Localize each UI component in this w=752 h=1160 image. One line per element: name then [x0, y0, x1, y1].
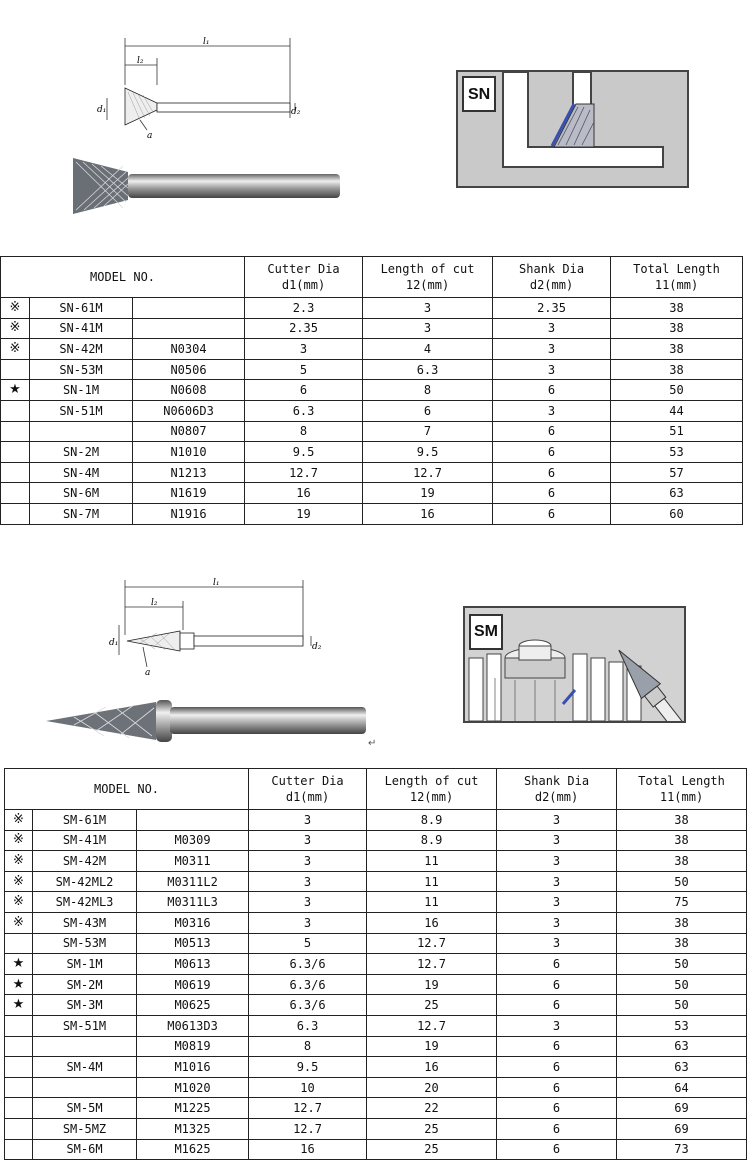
sm-tag-label: SM [474, 623, 498, 640]
total-length-cell: 63 [611, 483, 743, 504]
table-row [5, 1057, 747, 1078]
alt-code-cell: M0311 [137, 851, 249, 872]
model-cell: SM-42M [33, 851, 137, 872]
table-row [5, 995, 747, 1016]
mark-cell [5, 1057, 33, 1078]
shank-dia-cell: 3 [497, 851, 617, 872]
table-row [1, 442, 743, 463]
cutter-dia-cell: 8 [245, 421, 363, 442]
length-of-cut-cell: 19 [367, 974, 497, 995]
model-cell: SM-3M [33, 995, 137, 1016]
shank-dia-cell: 6 [497, 1139, 617, 1160]
alt-code-cell [133, 298, 245, 319]
alt-code-cell: M0311L3 [137, 892, 249, 913]
total-length-cell: 69 [617, 1098, 747, 1119]
length-of-cut-cell: 16 [367, 912, 497, 933]
total-length-cell: 69 [617, 1118, 747, 1139]
mark-cell: ※ [5, 830, 33, 851]
shank-dia-cell: 3 [493, 359, 611, 380]
length-of-cut-cell: 16 [367, 1057, 497, 1078]
length-of-cut-cell: 3 [363, 298, 493, 319]
shank-dia-cell: 6 [497, 1036, 617, 1057]
shank-dia-cell: 3 [493, 318, 611, 339]
table-row [1, 483, 743, 504]
shank-dia-cell: 6 [493, 421, 611, 442]
model-cell: SN-51M [30, 400, 133, 421]
shank-dia-cell: 6 [493, 442, 611, 463]
model-cell: SN-41M [30, 318, 133, 339]
total-length-cell: 38 [617, 810, 747, 831]
sn-l2-label: l₂ [137, 56, 144, 66]
cutter-dia-cell: 3 [249, 912, 367, 933]
total-length-cell: 75 [617, 892, 747, 913]
shank-dia-cell: 3 [497, 830, 617, 851]
alt-code-cell: M0619 [137, 974, 249, 995]
mark-cell [5, 1139, 33, 1160]
cutter-dia-cell: 5 [245, 359, 363, 380]
shank-dia-header: Shank Dia d2(mm) [497, 769, 617, 810]
model-cell: SN-53M [30, 359, 133, 380]
table-row [5, 912, 747, 933]
length-of-cut-cell: 12.7 [367, 954, 497, 975]
shank-dia-cell: 3 [497, 892, 617, 913]
length-of-cut-cell: 11 [367, 851, 497, 872]
total-length-cell: 38 [617, 912, 747, 933]
table-row [5, 1118, 747, 1139]
shank-dia-cell: 6 [493, 462, 611, 483]
total-length-cell: 73 [617, 1139, 747, 1160]
shank-dia-header: Shank Dia d2(mm) [493, 257, 611, 298]
mark-cell: ※ [1, 318, 30, 339]
total-length-cell: 50 [617, 954, 747, 975]
sn-d1-label: d₁ [97, 105, 107, 115]
model-cell: SN-42M [30, 339, 133, 360]
total-length-cell: 38 [611, 359, 743, 380]
cutter-dia-cell: 16 [249, 1139, 367, 1160]
length-of-cut-cell: 4 [363, 339, 493, 360]
mark-cell [5, 1036, 33, 1057]
model-cell: SM-43M [33, 912, 137, 933]
model-no-header: MODEL NO. [5, 769, 249, 810]
shank-dia-cell: 6 [497, 1118, 617, 1139]
mark-cell [5, 1077, 33, 1098]
table-row [5, 830, 747, 851]
cutter-dia-cell: 3 [249, 851, 367, 872]
mark-cell: ★ [1, 380, 30, 401]
length-of-cut-cell: 6 [363, 400, 493, 421]
length-of-cut-cell: 19 [363, 483, 493, 504]
table-row [1, 400, 743, 421]
length-of-cut-cell: 12.7 [363, 462, 493, 483]
table-row [1, 380, 743, 401]
cutter-dia-cell: 12.7 [245, 462, 363, 483]
cutter-dia-cell: 6.3 [245, 400, 363, 421]
model-cell: SM-42ML2 [33, 871, 137, 892]
model-cell: SM-4M [33, 1057, 137, 1078]
cutter-dia-cell: 3 [249, 892, 367, 913]
total-length-cell: 50 [611, 380, 743, 401]
shank-dia-cell: 6 [493, 483, 611, 504]
model-cell: SN-6M [30, 483, 133, 504]
cutter-dia-cell: 12.7 [249, 1098, 367, 1119]
total-length-cell: 50 [617, 871, 747, 892]
shank-dia-cell: 6 [497, 995, 617, 1016]
model-cell: SM-53M [33, 933, 137, 954]
shank-dia-cell: 3 [497, 871, 617, 892]
total-length-cell: 38 [617, 830, 747, 851]
length-of-cut-cell: 22 [367, 1098, 497, 1119]
sn-a-label: a [147, 131, 153, 141]
table-row [5, 1139, 747, 1160]
alt-code-cell: M1016 [137, 1057, 249, 1078]
cutter-dia-cell: 6.3/6 [249, 974, 367, 995]
model-cell: SM-41M [33, 830, 137, 851]
table-header-row [5, 769, 747, 810]
total-length-cell: 38 [617, 851, 747, 872]
total-length-cell: 38 [611, 339, 743, 360]
length-of-cut-cell: 8.9 [367, 810, 497, 831]
mark-cell [1, 503, 30, 524]
shank-dia-cell: 3 [497, 933, 617, 954]
alt-code-cell: M1625 [137, 1139, 249, 1160]
alt-code-cell [133, 318, 245, 339]
total-length-cell: 38 [611, 318, 743, 339]
total-length-cell: 64 [617, 1077, 747, 1098]
table-row [5, 1098, 747, 1119]
model-cell: SN-7M [30, 503, 133, 524]
length-of-cut-cell: 6.3 [363, 359, 493, 380]
alt-code-cell: N1619 [133, 483, 245, 504]
table-row [1, 421, 743, 442]
cutter-dia-header: Cutter Dia d1(mm) [249, 769, 367, 810]
cutter-dia-cell: 5 [249, 933, 367, 954]
length-of-cut-cell: 25 [367, 995, 497, 1016]
model-cell [33, 1077, 137, 1098]
sn-l1-label: l₁ [203, 37, 210, 47]
total-length-cell: 38 [617, 933, 747, 954]
mark-cell: ※ [1, 339, 30, 360]
length-of-cut-cell: 11 [367, 871, 497, 892]
table-row [1, 298, 743, 319]
sm-d1-label: d₁ [109, 638, 119, 648]
cutter-dia-cell: 6.3 [249, 1015, 367, 1036]
total-length-header: Total Length 11(mm) [617, 769, 747, 810]
cutter-dia-cell: 3 [249, 810, 367, 831]
alt-code-cell: N0807 [133, 421, 245, 442]
alt-code-cell: N0506 [133, 359, 245, 380]
sm-burr-photo [44, 690, 377, 750]
shank-dia-cell: 6 [497, 974, 617, 995]
mark-cell: ★ [5, 954, 33, 975]
alt-code-cell [137, 810, 249, 831]
mark-cell: ※ [5, 871, 33, 892]
length-of-cut-cell: 7 [363, 421, 493, 442]
mark-cell: ★ [5, 974, 33, 995]
alt-code-cell: M0819 [137, 1036, 249, 1057]
length-of-cut-cell: 3 [363, 318, 493, 339]
mark-cell [1, 442, 30, 463]
mark-cell [5, 1098, 33, 1119]
cutter-dia-header: Cutter Dia d1(mm) [245, 257, 363, 298]
length-of-cut-cell: 16 [363, 503, 493, 524]
table-row [1, 339, 743, 360]
shank-dia-cell: 6 [493, 503, 611, 524]
total-length-header: Total Length 11(mm) [611, 257, 743, 298]
cutter-dia-cell: 12.7 [249, 1118, 367, 1139]
alt-code-cell: N1916 [133, 503, 245, 524]
cutter-dia-cell: 8 [249, 1036, 367, 1057]
alt-code-cell: N1010 [133, 442, 245, 463]
length-of-cut-cell: 12.7 [367, 933, 497, 954]
total-length-cell: 51 [611, 421, 743, 442]
model-no-header: MODEL NO. [1, 257, 245, 298]
alt-code-cell: M0513 [137, 933, 249, 954]
total-length-cell: 44 [611, 400, 743, 421]
table-row [5, 871, 747, 892]
table-row [1, 359, 743, 380]
sn-d2-label: d₂ [291, 107, 301, 117]
shank-dia-cell: 3 [493, 400, 611, 421]
sn-spec-table [0, 256, 743, 525]
total-length-cell: 57 [611, 462, 743, 483]
length-of-cut-header: Length of cut 12(mm) [367, 769, 497, 810]
model-cell: SM-2M [33, 974, 137, 995]
table-row [5, 1036, 747, 1057]
alt-code-cell: M1225 [137, 1098, 249, 1119]
alt-code-cell: M0625 [137, 995, 249, 1016]
sn-tag-label: SN [468, 86, 491, 103]
table-row [1, 462, 743, 483]
alt-code-cell: M0316 [137, 912, 249, 933]
total-length-cell: 60 [611, 503, 743, 524]
mark-cell: ※ [5, 851, 33, 872]
sn-dimension-drawing [95, 30, 310, 145]
mark-cell: ★ [5, 995, 33, 1016]
mark-cell [1, 421, 30, 442]
cutter-dia-cell: 9.5 [249, 1057, 367, 1078]
length-of-cut-cell: 20 [367, 1077, 497, 1098]
alt-code-cell: M0309 [137, 830, 249, 851]
table-row [5, 1077, 747, 1098]
table-row [5, 892, 747, 913]
mark-cell: ※ [1, 298, 30, 319]
mark-cell: ※ [5, 912, 33, 933]
sm-spec-table [4, 768, 747, 1160]
length-of-cut-header: Length of cut 12(mm) [363, 257, 493, 298]
cutter-dia-cell: 2.35 [245, 318, 363, 339]
cutter-dia-cell: 3 [249, 871, 367, 892]
length-of-cut-cell: 19 [367, 1036, 497, 1057]
shank-dia-cell: 3 [497, 1015, 617, 1036]
shank-dia-cell: 3 [493, 339, 611, 360]
shank-dia-cell: 6 [497, 954, 617, 975]
shank-dia-cell: 3 [497, 912, 617, 933]
total-length-cell: 38 [611, 298, 743, 319]
mark-cell: ※ [5, 892, 33, 913]
shank-dia-cell: 2.35 [493, 298, 611, 319]
shank-dia-cell: 6 [497, 1098, 617, 1119]
table-row [5, 974, 747, 995]
total-length-cell: 63 [617, 1057, 747, 1078]
shank-dia-cell: 6 [497, 1057, 617, 1078]
cutter-dia-cell: 6.3/6 [249, 995, 367, 1016]
total-length-cell: 50 [617, 995, 747, 1016]
alt-code-cell: M0613D3 [137, 1015, 249, 1036]
model-cell: SM-5M [33, 1098, 137, 1119]
sm-application-illustration [463, 606, 686, 723]
cutter-dia-cell: 6 [245, 380, 363, 401]
table-row [5, 954, 747, 975]
cutter-dia-cell: 9.5 [245, 442, 363, 463]
length-of-cut-cell: 12.7 [367, 1015, 497, 1036]
model-cell: SM-6M [33, 1139, 137, 1160]
length-of-cut-cell: 8.9 [367, 830, 497, 851]
model-cell: SN-1M [30, 380, 133, 401]
total-length-cell: 50 [617, 974, 747, 995]
alt-code-cell: M1325 [137, 1118, 249, 1139]
model-cell: SM-61M [33, 810, 137, 831]
cutter-dia-cell: 2.3 [245, 298, 363, 319]
mark-cell [1, 483, 30, 504]
alt-code-cell: N0608 [133, 380, 245, 401]
alt-code-cell: M1020 [137, 1077, 249, 1098]
total-length-cell: 53 [617, 1015, 747, 1036]
length-of-cut-cell: 25 [367, 1139, 497, 1160]
cutter-dia-cell: 19 [245, 503, 363, 524]
sm-l2-label: l₂ [151, 598, 158, 608]
sn-application-illustration [456, 70, 689, 188]
mark-cell [5, 933, 33, 954]
sm-dimension-drawing [105, 575, 325, 680]
model-cell: SN-4M [30, 462, 133, 483]
sm-d2-label: d₂ [312, 642, 322, 652]
mark-cell: ※ [5, 810, 33, 831]
model-cell: SM-1M [33, 954, 137, 975]
mark-cell [1, 359, 30, 380]
shank-dia-cell: 6 [497, 1077, 617, 1098]
shank-dia-cell: 3 [497, 810, 617, 831]
cutter-dia-cell: 3 [245, 339, 363, 360]
length-of-cut-cell: 8 [363, 380, 493, 401]
model-cell: SN-2M [30, 442, 133, 463]
table-row [1, 318, 743, 339]
table-row [5, 1015, 747, 1036]
model-cell: SN-61M [30, 298, 133, 319]
model-cell: SM-51M [33, 1015, 137, 1036]
sm-workpiece-fins [465, 608, 684, 721]
cutter-dia-cell: 10 [249, 1077, 367, 1098]
length-of-cut-cell: 25 [367, 1118, 497, 1139]
length-of-cut-cell: 9.5 [363, 442, 493, 463]
cutter-dia-cell: 3 [249, 830, 367, 851]
total-length-cell: 63 [617, 1036, 747, 1057]
total-length-cell: 53 [611, 442, 743, 463]
table-row [1, 503, 743, 524]
model-cell: SM-42ML3 [33, 892, 137, 913]
table-row [5, 810, 747, 831]
return-mark: ↵ [368, 738, 377, 749]
shank-dia-cell: 6 [493, 380, 611, 401]
alt-code-cell: M0613 [137, 954, 249, 975]
cutter-dia-cell: 16 [245, 483, 363, 504]
model-cell: SM-5MZ [33, 1118, 137, 1139]
sm-a-label: a [145, 668, 151, 678]
table-row [5, 851, 747, 872]
cutter-dia-cell: 6.3/6 [249, 954, 367, 975]
sn-burr-photo [68, 150, 348, 220]
table-header-row [1, 257, 743, 298]
sn-workpiece-groove [458, 72, 687, 186]
model-cell [30, 421, 133, 442]
alt-code-cell: N0606D3 [133, 400, 245, 421]
alt-code-cell: M0311L2 [137, 871, 249, 892]
length-of-cut-cell: 11 [367, 892, 497, 913]
mark-cell [1, 462, 30, 483]
table-row [5, 933, 747, 954]
alt-code-cell: N0304 [133, 339, 245, 360]
mark-cell [5, 1015, 33, 1036]
mark-cell [5, 1118, 33, 1139]
model-cell [33, 1036, 137, 1057]
mark-cell [1, 400, 30, 421]
alt-code-cell: N1213 [133, 462, 245, 483]
sm-l1-label: l₁ [213, 578, 220, 588]
